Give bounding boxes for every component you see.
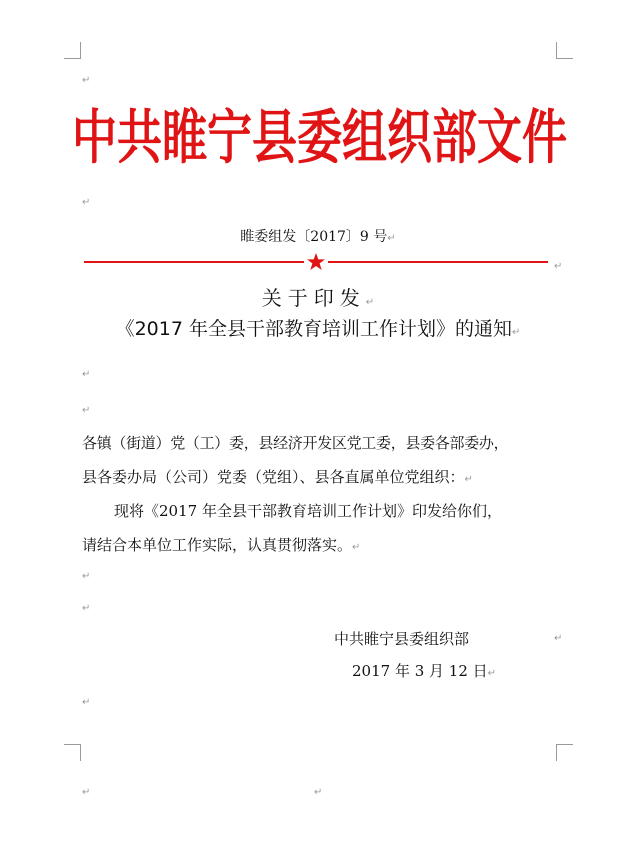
notice-title-line-2: 《2017 年全县干部教育培训工作计划》的通知↵ [115, 318, 521, 340]
addressee-line-2: 县各委办局（公司）党委（党组）、县各直属单位党组织：↵ [82, 468, 473, 486]
paragraph-mark: ↵ [82, 75, 91, 86]
red-star-icon [306, 252, 326, 272]
paragraph-mark: ↵ [82, 197, 91, 208]
notice-title-line-1: 关于印发↵ [261, 286, 375, 310]
paragraph-mark: ↵ [82, 603, 91, 614]
document-header-title: 中共睢宁县委组织部文件 [72, 102, 568, 172]
red-divider [84, 252, 548, 272]
paragraph-mark: ↵ [82, 697, 91, 708]
paragraph-mark: ↵ [82, 369, 91, 380]
document-number: 睢委组发〔2017〕9 号↵ [240, 229, 396, 245]
crop-mark-top-right [556, 42, 573, 59]
body-line-1: 现将《2017 年全县干部教育培训工作计划》印发给你们， [114, 502, 502, 520]
signature-date: 2017 年 3 月 12 日↵ [352, 662, 497, 680]
crop-mark-top-left [64, 42, 81, 59]
paragraph-mark: ↵ [554, 633, 563, 644]
paragraph-mark: ↵ [82, 787, 91, 798]
paragraph-mark: ↵ [82, 405, 91, 416]
paragraph-mark: ↵ [314, 787, 323, 798]
paragraph-mark: ↵ [82, 571, 91, 582]
paragraph-mark: ↵ [554, 261, 563, 272]
red-rule-right [328, 261, 548, 263]
body-line-2: 请结合本单位工作实际，认真贯彻落实。↵ [82, 536, 361, 554]
red-rule-left [84, 261, 304, 263]
crop-mark-bottom-left [64, 744, 81, 761]
signature-org: 中共睢宁县委组织部 [334, 630, 470, 648]
crop-mark-bottom-right [556, 744, 573, 761]
addressee-line-1: 各镇（街道）党（工）委，县经济开发区党工委，县委各部委办， [82, 434, 509, 452]
